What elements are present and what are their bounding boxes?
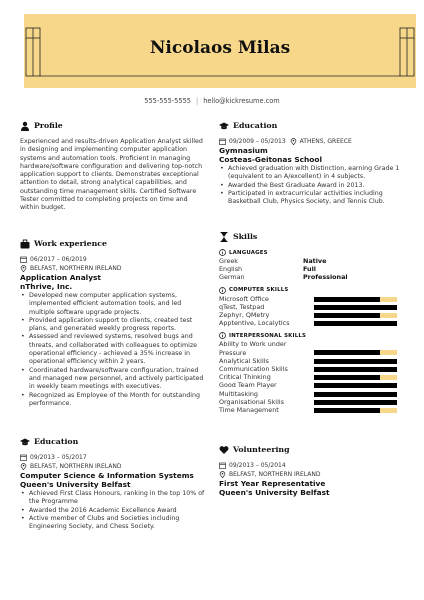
skill-row: Organisational Skills xyxy=(219,398,404,406)
skill-row: Analytical Skills xyxy=(219,357,404,365)
calendar-icon xyxy=(20,454,27,461)
skill-bar xyxy=(314,375,397,380)
person-icon xyxy=(20,121,30,131)
languages-subheading: LANGUAGES xyxy=(219,248,404,257)
education-right-type: Gymnasium xyxy=(219,146,268,155)
graduation-cap-icon xyxy=(20,437,30,447)
education-right-heading: Education xyxy=(219,120,404,134)
list-item: • Achieved graduation with Distinction, earning Grade 1 (equivalent to an A/excellent) in 4 subjects. xyxy=(219,165,404,182)
skill-bar-fill xyxy=(314,305,397,310)
computer-skills-subheading: COMPUTER SKILLS xyxy=(219,286,404,295)
location-pin-icon xyxy=(20,463,27,470)
skills-section xyxy=(219,231,404,414)
phone: 555-555-5555 xyxy=(144,97,191,105)
skill-row: Multitasking xyxy=(219,390,404,398)
education-left-section xyxy=(20,436,206,531)
language-row: Greek Native xyxy=(219,257,327,265)
list-item: • Coordinated hardware/software configuration, trained and managed new personnel, and actively participated in weekly team meetings with executives. xyxy=(20,367,206,392)
skill-bar xyxy=(314,408,397,413)
list-item: • Recognized as Employee of the Month for outstanding performance. xyxy=(20,392,206,409)
skill-row: Communication Skills xyxy=(219,365,404,373)
list-item: • Awarded the 2016 Academic Excellence Award xyxy=(20,507,206,515)
education-left-school: Queen's University Belfast xyxy=(20,480,131,489)
education-left-degree: Computer Science & Information Systems xyxy=(20,471,194,480)
work-location: BELFAST, NORTHERN IRELAND xyxy=(20,264,206,273)
volunteering-date: 09/2013 – 05/2014 xyxy=(219,461,404,470)
skill-bar-fill xyxy=(314,400,397,405)
education-right-section xyxy=(219,120,404,206)
language-row: German Professional xyxy=(219,273,348,282)
education-left-bullets xyxy=(20,490,206,531)
skill-bar-fill xyxy=(314,297,380,302)
location-pin-icon xyxy=(219,471,226,478)
volunteering-location: BELFAST, NORTHERN IRELAND xyxy=(219,470,404,479)
skill-bar-fill xyxy=(314,375,380,380)
hourglass-icon xyxy=(219,232,229,242)
work-role: Application Analyst xyxy=(20,273,101,282)
volunteering-role: First Year Representative xyxy=(219,479,326,488)
profile-heading: Profile xyxy=(20,120,206,134)
contact-line xyxy=(0,97,424,105)
skill-bar-fill xyxy=(314,383,397,388)
skill-row: Apptentive, Localytics xyxy=(219,319,404,327)
skill-bar xyxy=(314,392,397,397)
education-left-location: BELFAST, NORTHERN IRELAND xyxy=(20,462,206,471)
skill-row: Zephyr, QMetry xyxy=(219,311,404,319)
work-heading: Work experience xyxy=(20,238,206,252)
skill-bar xyxy=(314,350,397,355)
skill-row: Critical Thinking xyxy=(219,373,404,381)
work-bullets xyxy=(20,292,206,408)
header-banner xyxy=(24,14,416,88)
skill-bar-fill xyxy=(314,321,397,326)
computer-skills-list xyxy=(219,295,404,328)
work-company: nThrive, Inc. xyxy=(20,282,73,291)
candidate-name: Nicolaos Milas xyxy=(149,38,291,58)
skill-bar xyxy=(314,383,397,388)
list-item: • Assessed and reviewed systems, resolved bugs and threats, and collaborated with colleagues to optimize operational efficiency - achieved a 35% increase in operational efficiency within 2 years. xyxy=(20,333,206,366)
skill-bar-fill xyxy=(314,367,397,372)
profile-text: Experienced and results-driven Application Analyst skilled in designing and implementing computer application systems and automation tools. Proficient in managing hardware/software configuration and delivering top-notch application support to clients. Demonstrates exceptional attention to detail, strong analytical capabilities, and outstanding time management skills. Certified Software Tester committed to completing projects on time and within budget. xyxy=(20,138,203,212)
briefcase-icon xyxy=(20,239,30,249)
skill-bar xyxy=(314,305,397,310)
info-icon xyxy=(219,249,226,256)
interpersonal-skills-subheading: INTERPERSONAL SKILLS xyxy=(219,331,404,340)
location-pin-icon xyxy=(20,265,27,272)
education-left-heading: Education xyxy=(20,436,206,450)
skill-bar-fill xyxy=(314,350,380,355)
volunteering-section xyxy=(219,444,404,497)
list-item: • Developed new computer application systems, implemented efficient automation tools, and led multiple software upgrade projects. xyxy=(20,292,206,317)
skill-row: Ability to Work under Pressure xyxy=(219,340,404,356)
skill-bar-fill xyxy=(314,359,397,364)
skill-bar xyxy=(314,313,397,318)
info-icon xyxy=(219,287,226,294)
list-item: • Participated in extracurricular activities including Basketball Club, Physics Society, and Tennis Club. xyxy=(219,190,404,207)
volunteering-org: Queen's University Belfast xyxy=(219,488,330,497)
volunteering-heading: Volunteering xyxy=(219,444,404,458)
education-right-school: Costeas-Geitonas School xyxy=(219,155,322,164)
skill-bar xyxy=(314,321,397,326)
skill-bar xyxy=(314,359,397,364)
skill-bar xyxy=(314,400,397,405)
info-icon xyxy=(219,332,226,339)
calendar-icon xyxy=(20,256,27,263)
calendar-icon xyxy=(219,462,226,469)
education-right-meta: 09/2009 – 05/2013 ATHENS, GREECE xyxy=(219,137,404,146)
education-right-bullets xyxy=(219,165,404,206)
skill-bar xyxy=(314,297,397,302)
work-section xyxy=(20,238,206,408)
list-item: • Provided application support to clients, created test plans, and generated weekly progress reports. xyxy=(20,317,206,334)
profile-section xyxy=(20,120,206,213)
skill-bar xyxy=(314,367,397,372)
email: hello@kickresume.com xyxy=(203,97,280,105)
location-pin-icon xyxy=(290,138,297,145)
skills-heading: Skills xyxy=(219,231,404,245)
language-row: English Full xyxy=(219,265,316,274)
skill-bar-fill xyxy=(314,392,397,397)
heart-icon xyxy=(219,445,229,455)
list-item: • Active member of Clubs and Societies including Engineering Society, and Chess Society. xyxy=(20,515,206,532)
skill-row: Microsoft Office xyxy=(219,295,404,303)
list-item: • Achieved First Class Honours, ranking in the top 10% of the Programme xyxy=(20,490,206,507)
skill-bar-fill xyxy=(314,408,380,413)
list-item: • Awarded the Best Graduate Award in 2013. xyxy=(219,182,404,190)
calendar-icon xyxy=(219,138,226,145)
skill-bar-fill xyxy=(314,313,380,318)
skill-row: Good Team Player xyxy=(219,381,404,389)
skill-row: qTest, Testpad xyxy=(219,303,404,311)
skill-row: Time Management xyxy=(219,406,404,414)
contact-separator: | xyxy=(195,97,199,105)
work-date: 06/2017 – 06/2019 xyxy=(20,255,206,264)
education-left-date: 09/2013 – 05/2017 xyxy=(20,453,206,462)
graduation-cap-icon xyxy=(219,121,229,131)
